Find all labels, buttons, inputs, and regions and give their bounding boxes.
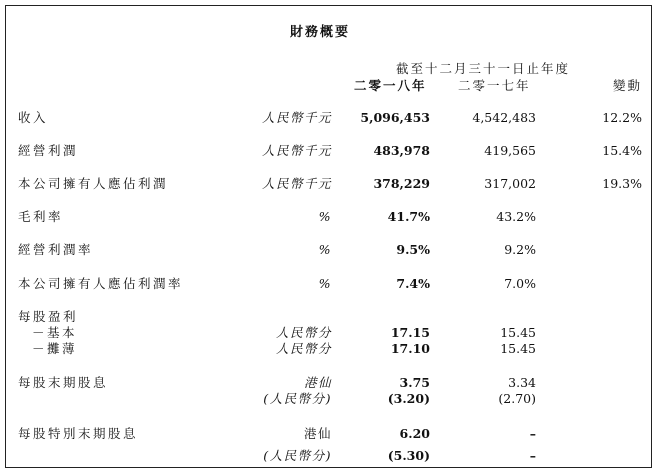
special-dividend-hkd-2018: 6.20 (399, 426, 430, 441)
special-dividend-unit-hkd: 港仙 (303, 426, 332, 441)
row-unit-gross-margin: % (318, 209, 332, 224)
value-2018-profit-attributable: 378,229 (373, 176, 430, 191)
row-unit-profit-attributable: 人民幣千元 (261, 176, 332, 191)
value-2017-operating-profit: 419,565 (484, 143, 536, 158)
row-label-gross-margin: 毛利率 (18, 209, 64, 224)
special-dividend-rmb-2018: (5.30) (387, 448, 430, 463)
row-label-revenue: 收入 (18, 110, 49, 125)
row-label-operating-margin: 經營利潤率 (18, 242, 94, 257)
row-label-profit-attributable: 本公司擁有人應佔利潤 (18, 176, 169, 191)
eps-basic-2018: 17.15 (390, 325, 430, 340)
final-dividend-rmb-2018: (3.20) (387, 391, 430, 406)
row-unit-operating-margin: % (318, 242, 332, 257)
eps-diluted-label: －攤薄 (32, 341, 78, 356)
final-dividend-rmb-2017: (2.70) (498, 391, 536, 406)
change-header: 變動 (612, 78, 642, 93)
special-dividend-unit-rmb: (人民幣分) (263, 448, 332, 463)
final-dividend-unit-hkd: 港仙 (303, 375, 332, 390)
final-dividend-hkd-2017: 3.34 (508, 375, 536, 390)
special-dividend-hkd-2017: – (529, 426, 536, 441)
value-2017-operating-margin: 9.2% (504, 242, 536, 257)
change-revenue: 12.2% (602, 110, 642, 125)
eps-basic-label: －基本 (32, 325, 78, 340)
final-dividend-unit-rmb: (人民幣分) (263, 391, 332, 406)
change-operating-profit: 15.4% (602, 143, 642, 158)
eps-label: 每股盈利 (18, 309, 79, 324)
change-profit-attributable: 19.3% (602, 176, 642, 191)
value-2018-net-margin: 7.4% (396, 276, 430, 291)
row-label-net-margin: 本公司擁有人應佔利潤率 (18, 276, 184, 291)
value-2018-operating-margin: 9.5% (396, 242, 430, 257)
special-dividend-rmb-2017: – (529, 448, 536, 463)
row-unit-net-margin: % (318, 276, 332, 291)
special-dividend-label: 每股特別末期股息 (18, 426, 139, 441)
eps-basic-2017: 15.45 (500, 325, 536, 340)
value-2017-profit-attributable: 317,002 (484, 176, 536, 191)
row-label-operating-profit: 經營利潤 (18, 143, 79, 158)
period-header: 截至十二月三十一日止年度 (396, 61, 571, 76)
final-dividend-label: 每股末期股息 (18, 375, 109, 390)
year-2017-header: 二零一七年 (458, 78, 531, 93)
page-title: 財務概要 (290, 25, 351, 40)
value-2017-net-margin: 7.0% (504, 276, 536, 291)
value-2018-revenue: 5,096,453 (360, 110, 430, 125)
eps-diluted-2017: 15.45 (500, 341, 536, 356)
row-unit-operating-profit: 人民幣千元 (261, 143, 332, 158)
value-2017-gross-margin: 43.2% (496, 209, 536, 224)
value-2018-gross-margin: 41.7% (387, 209, 430, 224)
year-2018-header: 二零一八年 (354, 78, 427, 93)
value-2018-operating-profit: 483,978 (373, 143, 430, 158)
eps-diluted-unit: 人民幣分 (275, 341, 332, 356)
row-unit-revenue: 人民幣千元 (261, 110, 332, 125)
eps-diluted-2018: 17.10 (390, 341, 430, 356)
final-dividend-hkd-2018: 3.75 (399, 375, 430, 390)
value-2017-revenue: 4,542,483 (472, 110, 536, 125)
eps-basic-unit: 人民幣分 (275, 325, 332, 340)
